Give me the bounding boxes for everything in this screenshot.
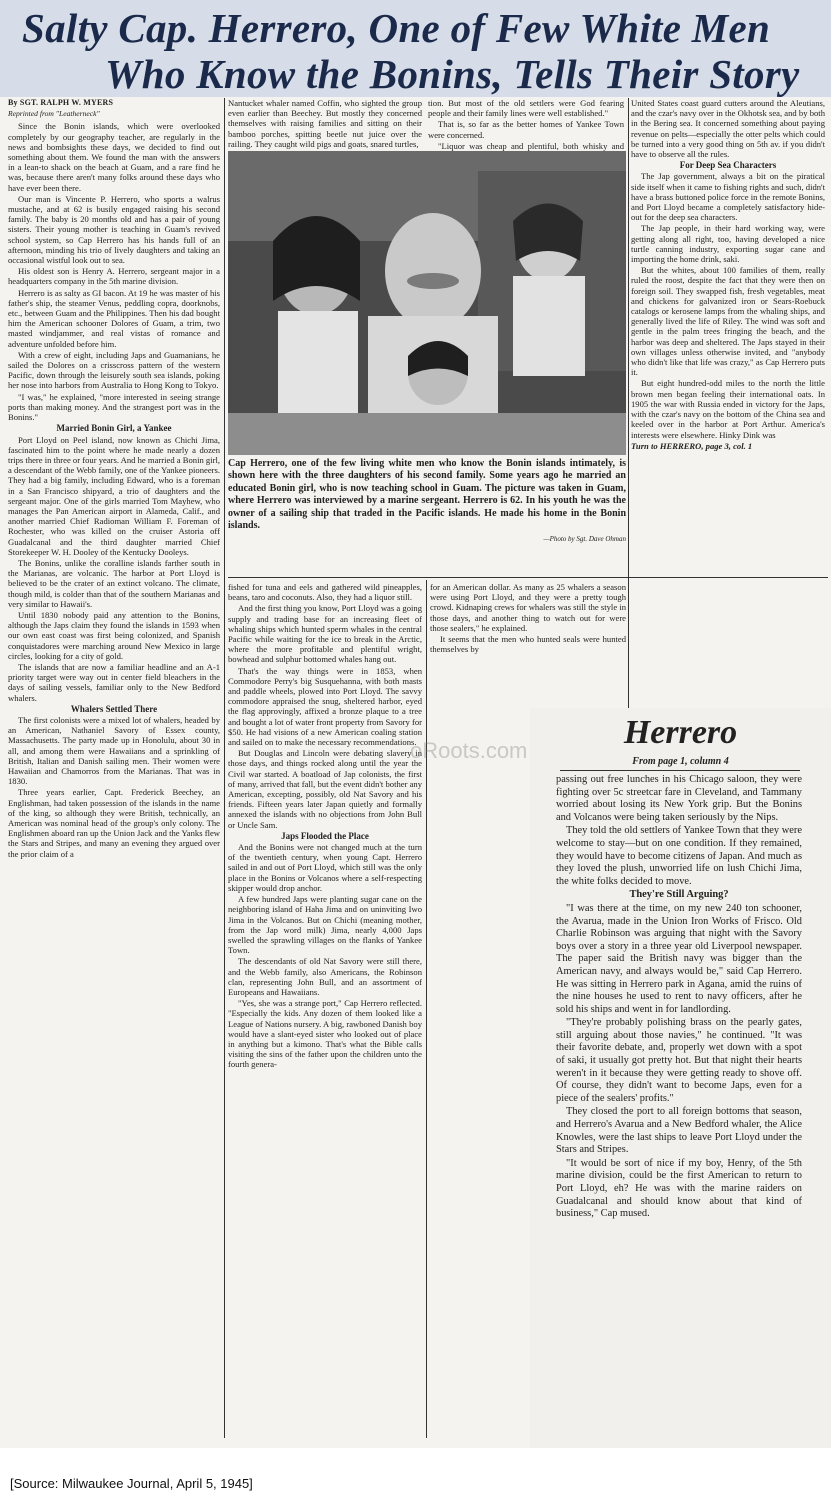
paragraph: They told the old settlers of Yankee Town that they were welcome to stay—but on one condition. If they remained, they would have to become citizens of Japan. And much as they loved the plush, unworried life on lush Chichi Jima, the white folks decided to move. (556, 825, 802, 887)
caption-text: one of the few living white men who know the Bonin islands intimately, is shown here with the three daughters of his second family. Some years ago he married an educated Bonin girl, who is now teaching school in Guam. The picture was taken in Guam, where Herrero was interviewed by a marine sergeant. Herrero is 62. In his youth he was the owner of a sailing ship that traded in the Pacific islands. He made his home in the Bonin islands. (228, 458, 626, 532)
paragraph: "I was," he explained, "more interested in seeing strange ports than making money. And the strangest port was in the Bonins." (8, 391, 220, 423)
paragraph: And the first thing you know, Port Lloyd was a going supply and trading base for an increasing fleet of whaling ships which hunted sperm whales in the central Pacific while waiting for the ice to break in the Arctic, where the more profitable and plentiful wright, bowhead and sulphur bottomed whales hang out. (228, 603, 422, 665)
subheading: Whalers Settled There (70, 703, 158, 714)
paragraph: "It would be sort of nice if my boy, Henry, of the 5th marine division, could be the first American to return to Port Lloyd, eh? He was with the marine raiders on Guadalcanal and should know about that kind of business," Cap mused. (556, 1157, 802, 1220)
headline-banner (0, 0, 831, 97)
subheading: Japs Flooded the Place (281, 830, 369, 841)
column-rule (560, 770, 800, 771)
source-citation: [Source: Milwaukee Journal, April 5, 1945] (10, 1476, 253, 1491)
paragraph: The Bonins, unlike the coralline islands farther south in the Marianas, are volcanic. The harbor at Port Lloyd is believed to be the crater of an extinct volcano. The climate, though mild, is colder than that of the southern Marianas and very similar to Hawaii's. (8, 557, 220, 609)
paragraph: tion. But most of the old settlers were God fearing people and their family lines were well established." (428, 98, 624, 119)
paragraph: That is, so far as the better homes of Yankee Town were concerned. (428, 119, 624, 140)
article-column-4 (631, 98, 825, 718)
paragraph: United States coast guard cutters around the Aleutians, and the czar's navy over in the Okhotsk sea, and by both in the Bering sea. It concerned something about paying revenue on pelts—especially the otter pelts which could be turned into a very good thing on 5th av. if you didn't have to observe all the rules. (631, 98, 825, 160)
column-rule (628, 98, 629, 718)
paragraph: The Jap government, always a bit on the piratical side itself when it came to fishing rights and such, didn't have a brass buttoned police force in the remote Bonins, and Port Lloyd became a completely satisfactory hide-out for the deep sea characters. (631, 171, 825, 223)
paragraph: "Liquor was cheap and plentiful, both whisky and (438, 140, 624, 151)
paragraph: It seems that the men who hunted seals were hunted themselves by (430, 634, 626, 655)
paragraph: The islands that are now a familiar headline and an A-1 priority target were way out in center field bleachers in the days of sailing vessels, familiar only to the New Bedford whalers. (8, 661, 220, 703)
paragraph: Since the Bonin islands, which were overlooked completely by our geography teacher, are regularly in the news and bombsights these days, we decided to find out something about them. We found the man with the answers in a lean-to shack on the beach at Guam, and a rare find he was, because there aren't many folks around these days who have ever been there. (8, 121, 220, 193)
subheading: They're Still Arguing? (629, 889, 729, 901)
paragraph: They closed the port to all foreign bottoms that season, and Herrero's Avarua and a New Bedford whaler, the Alice Knowles, were the last ships to leave Port Lloyd under the Stars and Stripes. (556, 1106, 802, 1156)
turn-line: Turn to HERRERO, page 3, col. 1 (631, 440, 753, 451)
family-photo (228, 151, 626, 455)
paragraph: "Yes, she was a strange port," Cap Herrero reflected. "Especially the kids. Any dozen of them looked like a League of Nations nursery. A big, rawboned Danish boy would have a slant-eyed sister who looked out of place in anything but a kimono. That's what the Bible calls visiting the sins of the father upon the children unto the fourth genera- (228, 998, 422, 1070)
headline-line-1: Salty Cap. Herrero, One of Few White Men (22, 5, 771, 51)
watermark: oRoots.com (410, 738, 528, 763)
article-column-2 (228, 582, 422, 1438)
subheading: Married Bonin Girl, a Yankee (56, 423, 172, 434)
paragraph: "They're probably polishing brass on the pearly gates, still arguing about those navies," he continued. "It was their favorite debate, and, properly wet down with a spot of saki, it usually got pretty hot. But that night their hearts weren't in it because they were getting ready to shove off. Of course, they didn't want to become Japs, even for a piece of the sealers' profits." (556, 1017, 802, 1104)
subheading: For Deep Sea Characters (679, 160, 777, 171)
photo-illustration (228, 151, 626, 455)
paragraph: passing out free lunches in his Chicago saloon, they were fighting over 5c streetcar fare in Cleveland, and Tammany worried about losing its New York grip. But the Bonins and Volcanos were being taken seriously by the Nips. (556, 774, 802, 823)
caption-lead: Cap Herrero, (228, 458, 288, 469)
article-column-3-top (428, 98, 624, 150)
paragraph: Three years earlier, Capt. Frederick Beechey, an Englishman, had taken possession of the islands in the name of the king, so although they were British, technically, an American was nominal head of the group's only colony. The Englishmen aboard ran up the Union Jack and the Yanks flew the Stars and Stripes, and many an evening they argued over the prior claim of a (8, 787, 220, 859)
paragraph: The descendants of old Nat Savory were still there, and the Webb family, also Americans, the Robinson clan, representing John Bull, and an assortment of Europeans and Hawaiians. (228, 956, 422, 997)
article-column-3 (430, 582, 626, 702)
paragraph: Port Lloyd on Peel island, now known as Chichi Jima, fascinated him to the point where he made nearly a dozen trips there in three or four years. And he married a Bonin girl, a descendant of the Webb family, one of the Yankee pioneers. They had a big family, including Edward, who is a foreman in a San Francisco shipyard, a trio of daughters and the sergeant major. One of the girls married Tom Mayhew, who manages the Pan American airport in Alameda, Calif., and another married Chief Radioman William F. Foreman of Rochester, who was killed on the cruiser Astoria off Guadalcanal and the third daughter married Chief Storekeeper W. H. Dooley of the Kentucky Dooleys. (8, 434, 220, 557)
paragraph: A few hundred Japs were planting sugar cane on the neighboring island of Haha Jima and on uninviting Iwo Jima in the Volcanos. But on Chichi (meaning mother, from the Jap word milk) Jima, nearly 4,000 Japs swelled the sprawling villages on the flanks of Yankee Town. (228, 894, 422, 956)
photo-caption (228, 458, 626, 575)
column-rule (224, 98, 225, 1438)
continuation-title: Herrero (623, 714, 738, 751)
continuation-column (556, 774, 802, 1446)
paragraph: "I was there at the time, on my new 240 ton schooner, the Avarua, made in the Union Iron Works of Frisco. Old Charlie Robinson was arguing that night with the Savory boys over a story in a three year old Liverpool newspaper. The paper said the British navy was bigger than the American navy, and always would be," said Cap Herrero. He was sitting in Herrero park in Agana, amid the ruins of the nine houses he used to rent to navy officers, after he sold his ships and went in for landlording. (556, 902, 802, 1015)
column-rule (426, 580, 427, 1438)
article-column-2-top (228, 98, 422, 150)
reprint-note: Reprinted from "Leatherneck" (8, 109, 100, 119)
paragraph: The first colonists were a mixed lot of whalers, headed by an American, Nathaniel Savory of Essex county, Massachusetts. The party made up in Honolulu, about 30 in all, and among them were Hawaiians and a sprinkling of British, Italian and Danish sailing men. Their women were Hawaiian and Chamorros from the Marianas. That was in 1830. (8, 714, 220, 787)
paragraph: for an American dollar. As many as 25 whalers a season were using Port Lloyd, and they were a pretty tough crowd. Kidnaping crews for whalers was still the style in those days, and another thing to watch out for were those sealers," he explained. (430, 582, 626, 633)
paragraph: Our man is Vincente P. Herrero, who sports a walrus mustache, and at 62 is busily engaged raising his second family. The baby is 20 months old and has a pair of young sisters. Their young mother is teaching in Guam's revived school system, so Cap Herrero has his hands full of an afternoon, minding his trio of lively daughters and taking an occasional wistful look out to sea. (8, 193, 220, 266)
paragraph: With a crew of eight, including Japs and Guamanians, he sailed the Dolores on a crisscross pattern of the western Pacific, down through the leisurely south sea islands, poking her nose into harbors from Australia to Hong Kong to Tokyo. (8, 349, 220, 391)
paragraph: Nantucket whaler named Coffin, who sighted the group even earlier than Beechey. But mostly they concerned themselves with raising families and sitting on their bamboo porches, spitting beetle nut juice over the railing. They caught wild pigs and goats, snared turtles, (228, 98, 422, 149)
paragraph: That's the way things were in 1853, when Commodore Perry's big Susquehanna, with both masts and paddle wheels, plowed into Port Lloyd. The savvy commodore appraised the snug, sheltered harbor, eyed the flag approvingly, affixed a bronze plaque to a tree and bought a lot of water front property from Savory for $50. He had visions of a new American coaling station and sailed on to make the necessary recommendations. (228, 665, 422, 748)
paragraph: Herrero is as salty as GI bacon. At 19 he was master of his father's ship, the steamer Venus, peddling copra, doorknobs, etc., between Guam and the Philippines. Then his dad bought him the American schooner Dolores of Guam, a trim, two masted windjammer, and real vistas of romance and adventure unfolded before him. (8, 287, 220, 349)
photo-credit: —Photo by Sgt. Dave Ohman (543, 535, 626, 544)
paragraph: fished for tuna and eels and gathered wild pineapples, beans, taro and coconuts. Also, they had a liquor still. (228, 582, 422, 603)
continuation-from: From page 1, column 4 (632, 756, 729, 767)
paragraph: And the Bonins were not changed much at the turn of the twentieth century, when young Capt. Herrero sailed in and out of Port Lloyd, which still was the only place in the Bonins or Volcanos where a self-respecting skipper would drop anchor. (228, 842, 422, 893)
paragraph: But Douglas and Lincoln were debating slavery in those days, and things rocked along until the year the Civil war started. A boatload of Jap colonists, the first of many, arrived that fall, but the event didn't bother any American, excepting, possibly, old Nat Savory and his friends. Fifteen years later Japan quietly and formally annexed the islands with no objections from John Bull or Uncle Sam. (228, 748, 422, 830)
paragraph: His oldest son is Henry A. Herrero, sergeant major in a headquarters company in the 5th marine division. (8, 266, 220, 287)
headline-line-2: Who Know the Bonins, Tells Their Story (105, 51, 800, 97)
paragraph: The Jap people, in their hard working way, were getting along all right, too, having developed a nice turtle canning industry, exporting sugar cane and importing the home drink, saki. (631, 223, 825, 265)
byline: By SGT. RALPH W. MYERS (8, 98, 114, 107)
article-column-1 (8, 98, 220, 1438)
paragraph: But eight hundred-odd miles to the north the little brown men began feeling their international oats. In 1905 the war with Russia ended in victory for the Japs, with the czar's navy on the bottom of the China sea and keeled over in the harbor at Port Arthur. America's interests were elsewhere. Hinky Dink was (631, 378, 825, 440)
paragraph: Until 1830 nobody paid any attention to the Bonins, although the Japs claim they found the islands in 1593 when our own east coast was first being colonized, and Spanish conquistadores were marching around New Mexico in large circles, looking for a city of gold. (8, 609, 220, 661)
paragraph: But the whites, about 100 families of them, really ruled the roost, despite the fact that they were then on foreign soil. They swapped fish, fresh vegetables, meat and chickens for galvanized iron or Sears-Roebuck catalogs or kerosene lamps from the whaling ships, and generally lived the life of Riley. The wind was soft and gentle in the palm trees fringing the beach, and the harbor was deep and sheltered. The Japs stayed in their own villages unless otherwise invited, and "anybody who didn't like that life was crazy," as Cap Herrero puts it. (631, 265, 825, 378)
